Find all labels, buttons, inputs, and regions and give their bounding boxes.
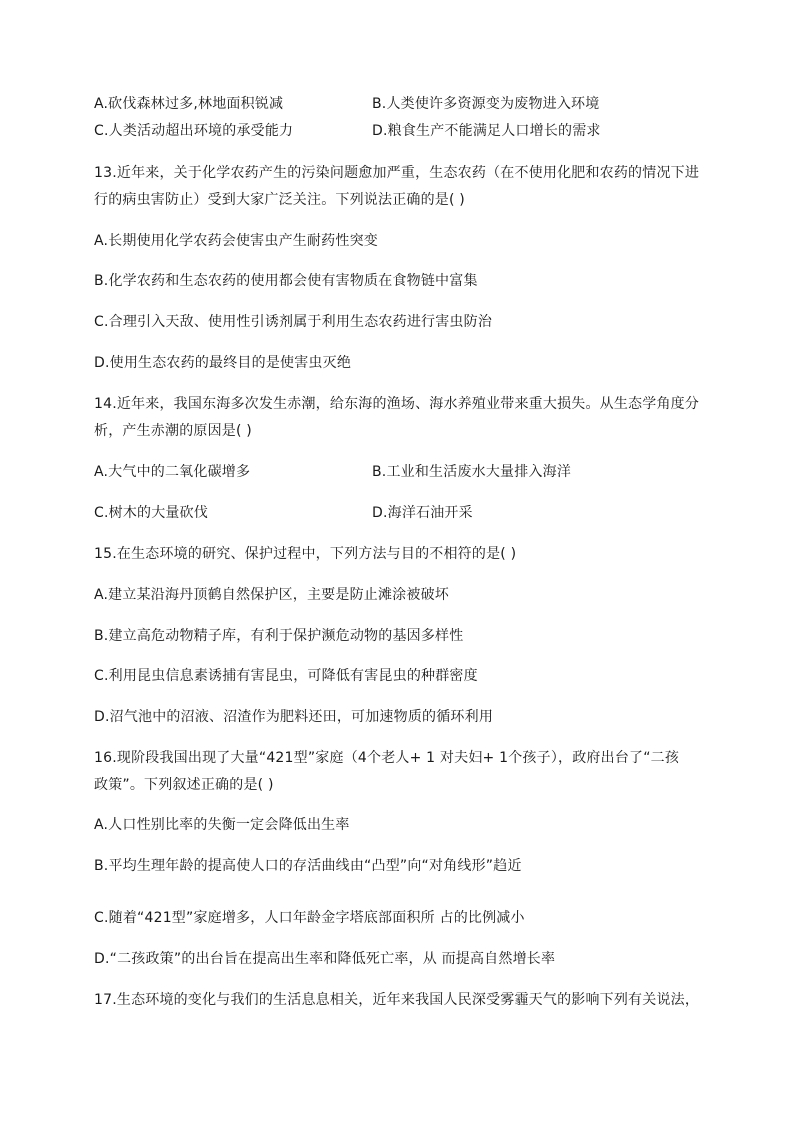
q15-option-c: C.利用昆虫信息素诱捕有害昆虫，可降低有害昆虫的种群密度 bbox=[94, 668, 478, 684]
q12-option-a: A.砍伐森林过多,林地面积锐减 bbox=[94, 96, 284, 112]
q15-stem-line-1: 15.在生态环境的研究、保护过程中，下列方法与目的不相符的是( ) bbox=[94, 546, 517, 562]
q16-stem-line-2: 政策”。下列叙述正确的是( ) bbox=[94, 777, 274, 793]
q14-stem-line-2: 析，产生赤潮的原因是( ) bbox=[94, 423, 252, 439]
q16-option-b: B.平均生理年龄的提高使人口的存活曲线由“凸型”向“对角线形”趋近 bbox=[94, 858, 522, 874]
q15-option-b: B.建立高危动物精子库，有利于保护濒危动物的基因多样性 bbox=[94, 628, 464, 644]
q16-stem-line-1: 16.现阶段我国出现了大量“421型”家庭（4个老人+ 1 对夫妇+ 1个孩子），政府出台了“二孩 bbox=[94, 750, 680, 766]
q15-option-d: D.沼气池中的沼液、沼渣作为肥料还田，可加速物质的循环利用 bbox=[94, 709, 494, 725]
q14-option-a: A.大气中的二氧化碳增多 bbox=[94, 464, 251, 480]
q14-option-d: D.海洋石油开采 bbox=[372, 505, 473, 521]
q16-option-a: A.人口性别比率的失衡一定会降低出生率 bbox=[94, 817, 350, 833]
q12-option-c: C.人类活动超出环境的承受能力 bbox=[94, 123, 294, 139]
q17-stem-line-1: 17.生态环境的变化与我们的生活息息相关，近年来我国人民深受雾霾天气的影响下列有关说法， bbox=[94, 992, 700, 1008]
q13-option-c: C.合理引入天敌、使用性引诱剂属于利用生态农药进行害虫防治 bbox=[94, 314, 493, 330]
q14-stem-line-1: 14.近年来，我国东海多次发生赤潮，给东海的渔场、海水养殖业带来重大损失。从生态学角度分 bbox=[94, 396, 700, 412]
q12-option-b: B.人类使许多资源变为废物进入环境 bbox=[372, 96, 600, 112]
q16-option-d: D.“二孩政策”的出台旨在提高出生率和降低死亡率，从 而提高自然增长率 bbox=[94, 951, 556, 967]
q12-option-d: D.粮食生产不能满足人口增长的需求 bbox=[372, 123, 601, 139]
q13-option-a: A.长期使用化学农药会使害虫产生耐药性突变 bbox=[94, 233, 378, 249]
q13-stem-line-2: 行的病虫害防止）受到大家广泛关注。下列说法正确的是( ) bbox=[94, 192, 465, 208]
q13-option-d: D.使用生态农药的最终目的是使害虫灭绝 bbox=[94, 355, 352, 371]
q16-option-c: C.随着“421型”家庭增多，人口年龄金字塔底部面积所 占的比例减小 bbox=[94, 910, 525, 926]
q14-option-c: C.树木的大量砍伐 bbox=[94, 505, 209, 521]
q14-option-b: B.工业和生活废水大量排入海洋 bbox=[372, 464, 572, 480]
q13-option-b: B.化学农药和生态农药的使用都会使有害物质在食物链中富集 bbox=[94, 273, 478, 289]
q15-option-a: A.建立某沿海丹顶鹤自然保护区，主要是防止滩涂被破坏 bbox=[94, 587, 449, 603]
q13-stem-line-1: 13.近年来，关于化学农药产生的污染问题愈加严重，生态农药（在不使用化肥和农药的情况下进 bbox=[94, 165, 700, 181]
